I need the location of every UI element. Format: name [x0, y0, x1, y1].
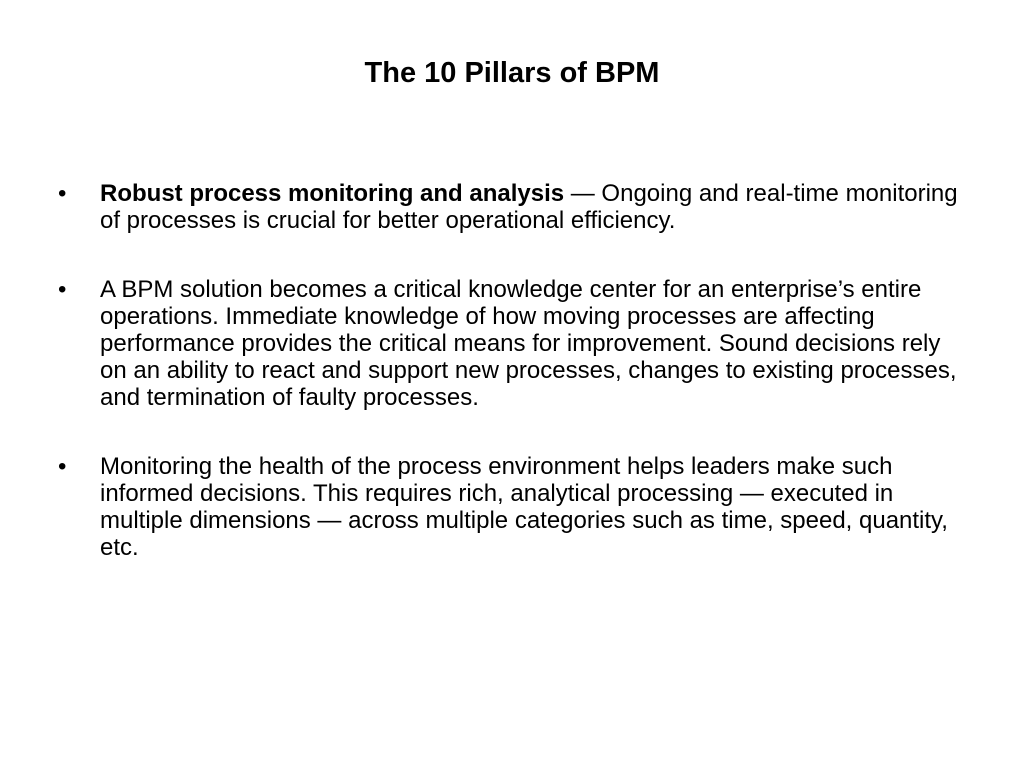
bullet-item-monitoring: [58, 180, 970, 234]
slide-title: The 10 Pillars of BPM: [364, 57, 660, 89]
bullet-text: — Ongoing and real-time monitoring of processes is crucial for better operational efficiency.: [100, 180, 958, 234]
bullet-dot-icon: •: [58, 453, 67, 480]
bullet-list: [58, 180, 970, 603]
bullet-item-knowledge-center: [58, 276, 970, 411]
bullet-dot-icon: •: [58, 180, 67, 207]
bullet-dot-icon: •: [58, 276, 67, 303]
bullet-lead-text: Robust process monitoring and analysis: [100, 180, 565, 207]
bullet-text: Monitoring the health of the process environment helps leaders make such informed decisions. This requires rich, analytical processing — executed in multiple dimensions — across multiple categories such as time, speed, quantity, etc.: [100, 453, 948, 561]
bullet-text: A BPM solution becomes a critical knowledge center for an enterprise’s entire operations. Immediate knowledge of how moving processes are affecting performance provides the critical means for improvement. Sound decisions rely on an ability to react and support new processes, changes to existing processes, and termination of faulty processes.: [100, 276, 957, 411]
bullet-item-health-monitoring: [58, 453, 970, 561]
